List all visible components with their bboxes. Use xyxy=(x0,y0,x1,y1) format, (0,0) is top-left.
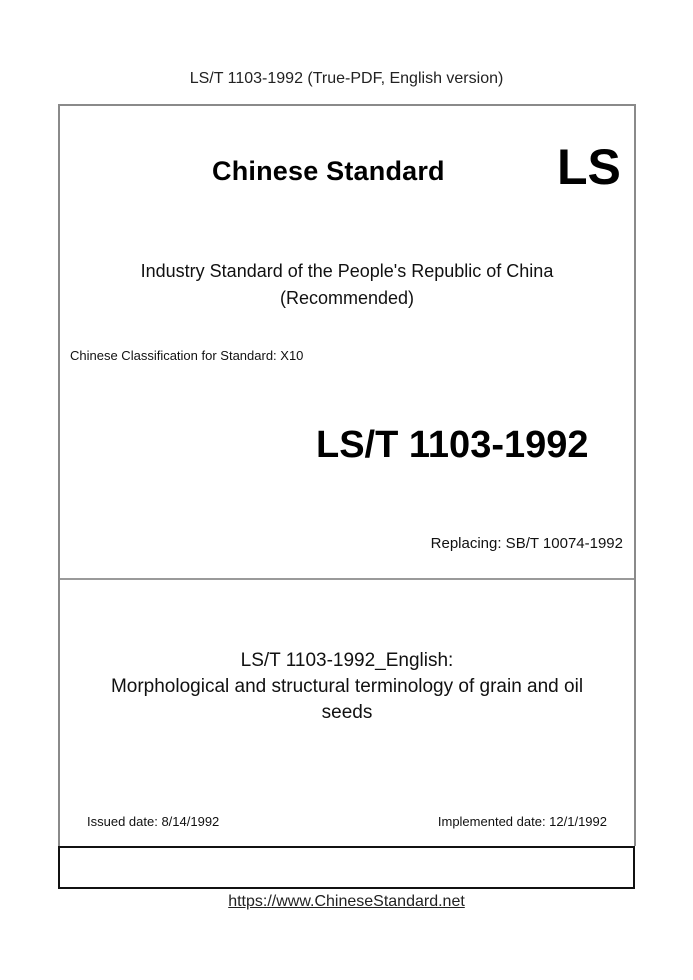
subtitle-line-2: (Recommended) xyxy=(279,288,415,308)
standard-mark: LS xyxy=(557,139,621,195)
classification-label: Chinese Classification for Standard: X10 xyxy=(70,348,304,363)
cover-title: Chinese Standard xyxy=(212,156,445,186)
document-title-line-1: LS/T 1103-1992_English: xyxy=(240,650,454,671)
document-title xyxy=(60,648,634,726)
issued-date: Issued date: 8/14/1992 xyxy=(87,814,220,829)
document-title-line-3: seeds xyxy=(321,702,373,723)
cover-subtitle xyxy=(60,258,634,312)
document-header-label: LS/T 1103-1992 (True-PDF, English version) xyxy=(189,70,504,87)
implemented-date: Implemented date: 12/1/1992 xyxy=(437,814,607,829)
subtitle-line-1: Industry Standard of the People's Republic of China xyxy=(140,261,554,281)
standard-number: LS/T 1103-1992 xyxy=(316,424,589,466)
replacing-label: Replacing: SB/T 10074-1992 xyxy=(430,535,623,552)
website-link[interactable]: https://www.ChineseStandard.net xyxy=(228,893,465,910)
cover-bottom-box xyxy=(58,846,635,889)
document-title-line-2: Morphological and structural terminology of grain and oil xyxy=(110,676,584,697)
